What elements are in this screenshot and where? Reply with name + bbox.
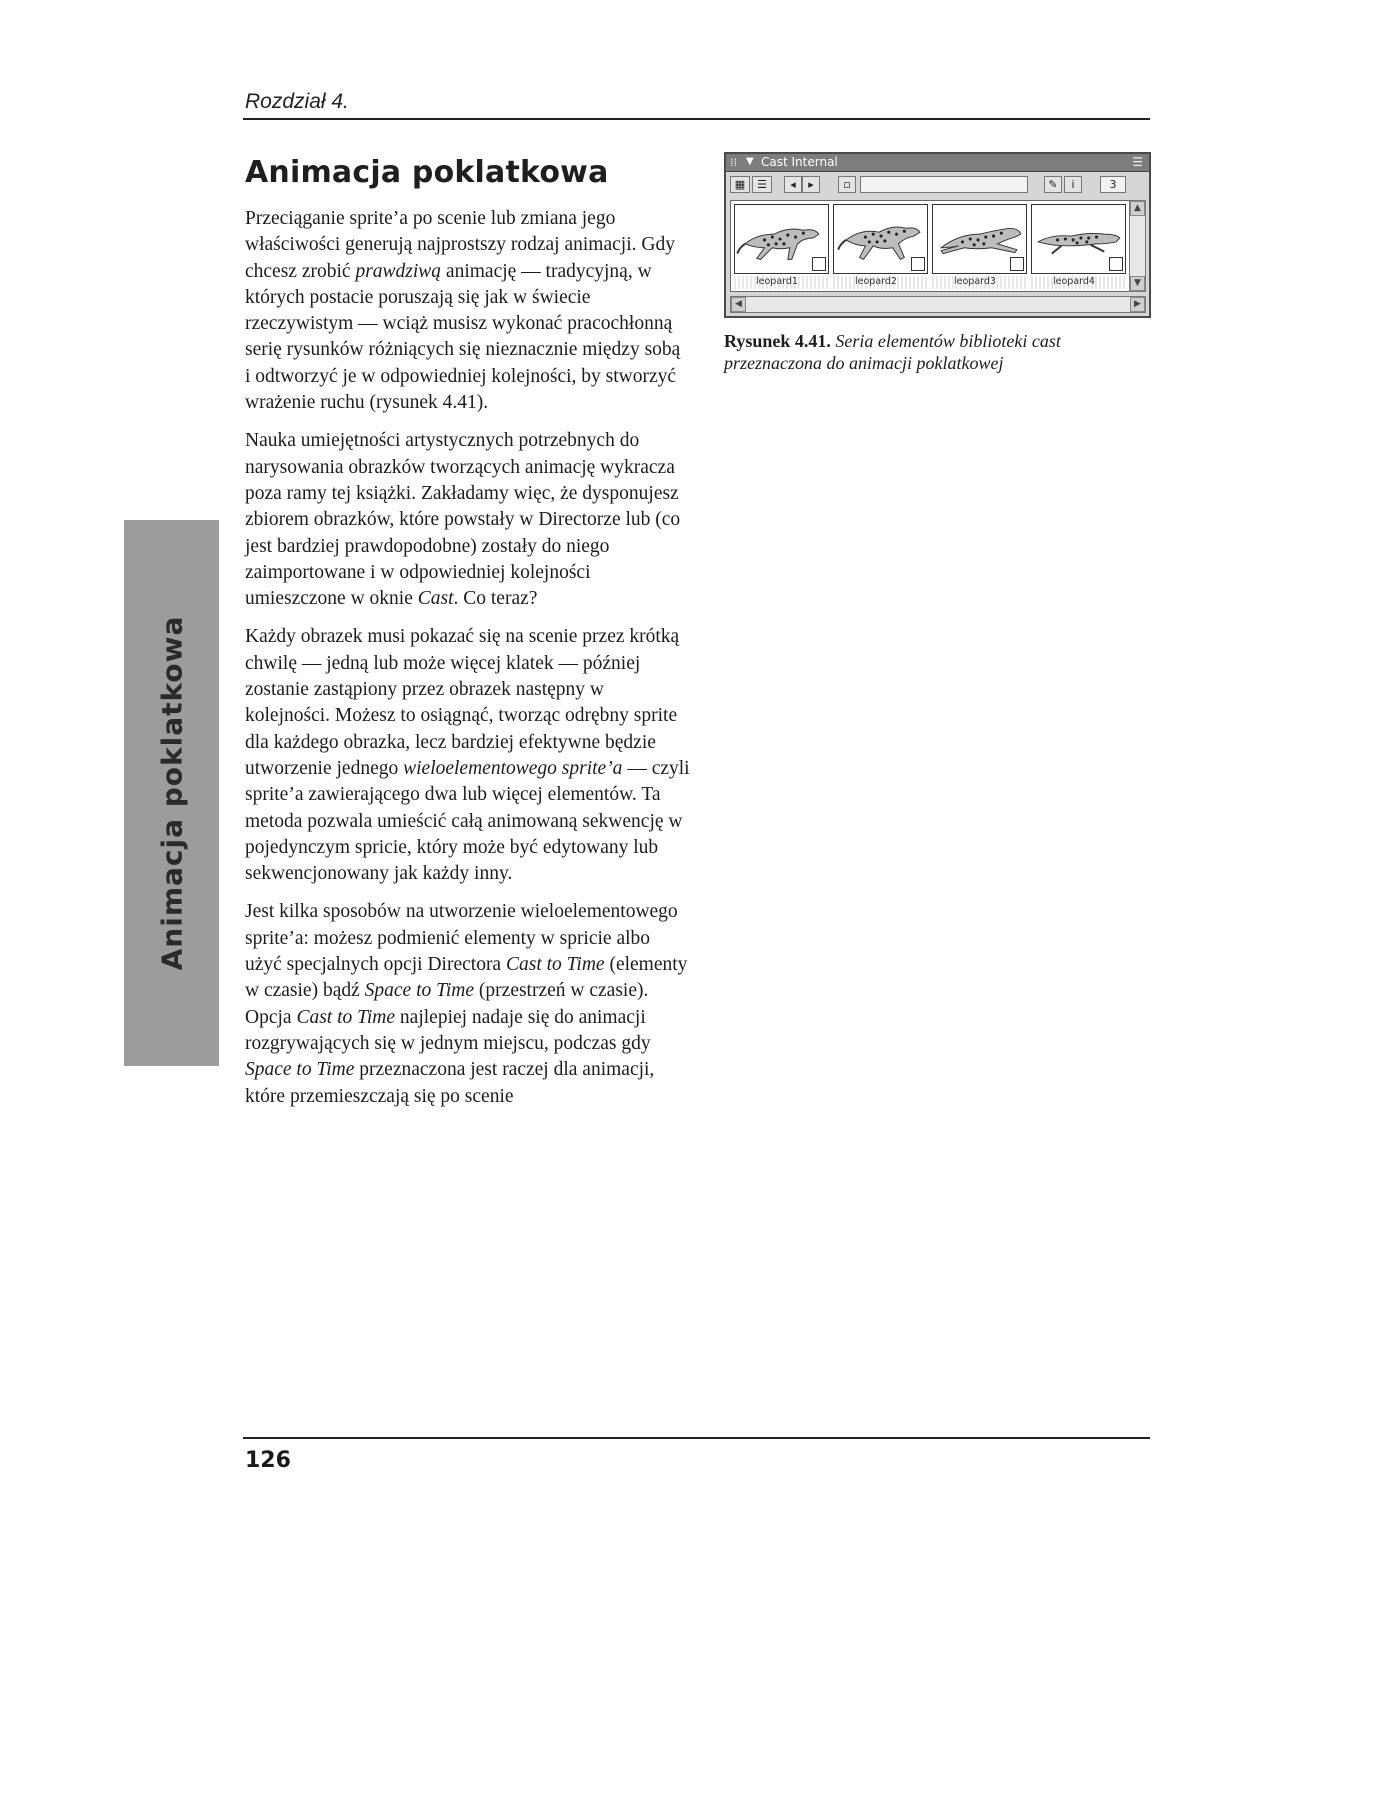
figure-caption (724, 330, 1154, 374)
previous-member-icon: ◂ (784, 176, 802, 193)
body-text (245, 206, 690, 1122)
scroll-down-icon: ▼ (1130, 276, 1145, 291)
leopard-pose-3-image (932, 204, 1027, 274)
cast-member-label: leopard2 (833, 276, 928, 289)
bitmap-member-icon (812, 257, 826, 271)
leopard-pose-2-image (833, 204, 928, 274)
side-tab (124, 520, 219, 1066)
scroll-up-icon: ▲ (1130, 201, 1145, 216)
header-rule (243, 118, 1150, 120)
horizontal-scrollbar (730, 296, 1146, 313)
collapse-arrow-icon: ▼ (746, 156, 754, 167)
bitmap-member-icon (1010, 257, 1024, 271)
member-info-icon: i (1064, 176, 1082, 193)
footer-rule (243, 1437, 1150, 1439)
member-name-field (860, 176, 1028, 193)
running-head: Rozdział 4. (245, 90, 349, 113)
thumbnail-view-icon: ▦ (730, 176, 750, 193)
drag-member-icon: ▫ (838, 176, 856, 193)
caption-label: Rysunek 4.41. (724, 331, 831, 351)
section-title: Animacja poklatkowa (245, 155, 609, 190)
cast-window-title: Cast Internal (761, 155, 838, 169)
cast-member-label: leopard3 (932, 276, 1027, 289)
leopard-pose-4-image (1031, 204, 1126, 274)
cast-window-figure (724, 152, 1151, 318)
window-grip-icon: ⁞⁞ (730, 156, 737, 169)
script-icon: ✎ (1044, 176, 1062, 193)
member-number: 3 (1100, 176, 1126, 193)
cast-toolbar (728, 174, 1147, 196)
cast-member-4 (1031, 204, 1126, 290)
cast-member-label: leopard1 (734, 276, 829, 289)
side-tab-label: Animacja poklatkowa (155, 615, 188, 971)
vertical-scrollbar (1129, 200, 1146, 292)
cast-member-2 (833, 204, 928, 290)
scroll-left-icon: ◀ (731, 297, 746, 312)
next-member-icon: ▸ (802, 176, 820, 193)
cast-member-3 (932, 204, 1027, 290)
paragraph-2: Nauka umiejętności artystycznych potrzebnych do narysowania obrazków tworzących animację wykracza poza ramy tej książki. Zakładamy więc, że dysponujesz zbiorem obrazków, które powstały w Directorze lub (co jest bardziej prawdopodobne) zostały do niego zaimportowane i w odpowiedniej kolejności umieszczone w oknie Cast. Co teraz? (245, 430, 681, 610)
bitmap-member-icon (911, 257, 925, 271)
paragraph-1: Przeciąganie sprite’a po scenie lub zmiana jego właściwości generują najprostszy rodzaj animacji. Gdy chcesz zrobić prawdziwą animację — tradycyjną, w których postacie poruszają się jak w świecie rzeczywistym — wciąż musisz wykonać pracochłonną serię rysunków różniących się nieznacznie między sobą i odtworzyć je w odpowiedniej kolejności, by stworzyć wrażenie ruchu (rysunek 4.41). (245, 208, 681, 414)
cast-member-1 (734, 204, 829, 290)
bitmap-member-icon (1109, 257, 1123, 271)
scroll-right-icon: ▶ (1130, 297, 1145, 312)
cast-member-grid (730, 200, 1130, 292)
cast-window-titlebar (726, 154, 1149, 172)
page-number: 126 (245, 1448, 291, 1473)
caption-text: Seria elementów biblioteki cast przeznaczona do animacji poklatkowej (724, 331, 1061, 373)
paragraph-4: Jest kilka sposobów na utworzenie wieloelementowego sprite’a: możesz podmienić elementy w spricie albo użyć specjalnych opcji Directora Cast to Time (elementy w czasie) bądź Space to Time (przestrzeń w czasie). Opcja Cast to Time najlepiej nadaje się do animacji rozgrywających się w jednym miejscu, podczas gdy Space to Time przeznaczona jest raczej dla animacji, które przemieszczają się po scenie (245, 901, 688, 1107)
leopard-pose-1-image (734, 204, 829, 274)
cast-member-label: leopard4 (1031, 276, 1126, 289)
list-view-icon: ☰ (752, 176, 772, 193)
window-menu-icon: ☰ (1132, 155, 1143, 169)
paragraph-3: Każdy obrazek musi pokazać się na scenie przez krótką chwilę — jedną lub może więcej klatek — później zostanie zastąpiony przez obrazek następny w kolejności. Możesz to osiągnąć, tworząc odrębny sprite dla każdego obrazka, lecz bardziej efektywne będzie utworzenie jednego wieloelementowego sprite’a — czyli sprite’a zawierającego dwa lub więcej elementów. Ta metoda pozwala umieścić całą animowaną sekwencję w pojedynczym spricie, który może być edytowany lub sekwencjonowany jak każdy inny. (245, 626, 690, 885)
